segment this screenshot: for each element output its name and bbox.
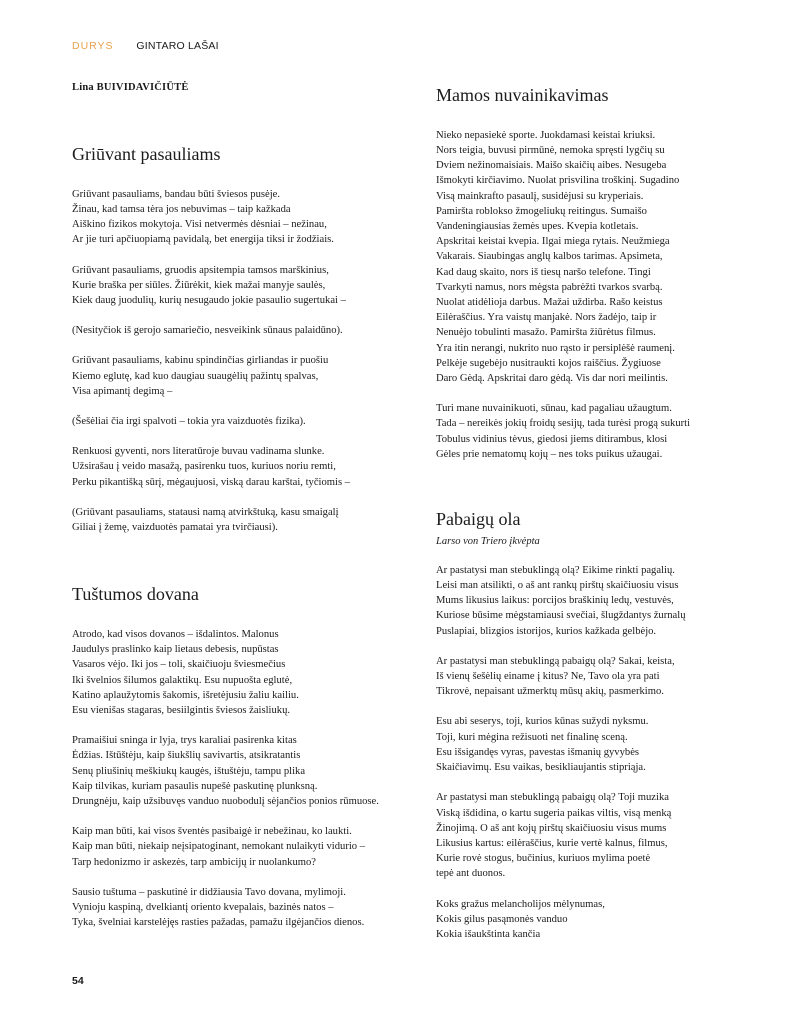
stanza: (Griūvant pasauliams, statausi namą atvirkštuką, kasu smaigalį Giliai į žemę, vaizduotės pamatai yra tvirčiausi). <box>72 506 339 534</box>
stanza: Esu abi seserys, toji, kurios kūnas sužydi nyksmu. Toji, kuri mėgina režisuoti net finalinę sceną. Esu išsigandęs vyras, pavestas išmanių gyvybės Skaičiavimų. Esu vaikas, besikliaujantis stipriąja. <box>436 716 649 774</box>
right-column <box>436 82 741 942</box>
stanza: Ar pastatysi man stebuklingą pabaigų olą? Toji muzika Viską išdidina, o kartu sugeria paikas viltis, visą menką Žinojimą. O aš ant kojų pirštų skaičiuosiu visus mums Likusius kartus: eilėraščius, kurie vertė kalnus, filmus, Kurie rovė stogus, bučinius, kuriuos mylima poetė tepė ant duonos. <box>436 792 672 880</box>
stanza: Pramaišiui sninga ir lyja, trys karaliai pasirenka kitas Ėdžias. Ištūštėju, kaip šiukšlių savivartis, atsikratantis Senų pliušinių meškiukų kaugės, ištuštėju, tampu plika Kaip tilvikas, kuriam pasaulis nupešė paskutinę plunksną. Drungnėju, kaip užsibuvęs vanduo nuobodulį sėjančios ponios rūmuose. <box>72 735 379 808</box>
page-number: 54 <box>72 975 84 987</box>
poem-pabaigu-ola <box>436 510 741 942</box>
stanza: Turi mane nuvainikuoti, sūnau, kad pagaliau užaugtum. Tada – nereikės jokių froidų sesijų, tada turėsi progą sukurti Tobulus vidinius tėvus, giedosi jiems ditirambus, klosi Gėles prie nematomų kojų – nes toks puikus užaugai. <box>436 403 691 460</box>
stanza: (Nesityčiok iš gerojo samariečio, nesveikink sūnaus palaidūno). <box>72 325 343 337</box>
stanza: Sausio tuštuma – paskutinė ir didžiausia Tavo dovana, mylimoji. Vynioju kaspiną, dvelkiantį oriento kvepalais, bazinės natos – Tyka, švelniai karstelėjęs rasties pažadas, pamažu ilgėjančios dienos. <box>72 886 365 929</box>
stanza: Kaip man būti, kai visos šventės pasibaigė ir nebežinau, ko laukti. Kaip man būti, niekaip neįsipatoginant, nemokant nulaikyti vidurio – Tarp hedonizmo ir askezės, tarp ambicijų ir nuolankumo? <box>72 826 366 868</box>
poem-dedication: Larso von Triero įkvėpta <box>436 535 540 547</box>
stanza: Nieko nepasiekė sporte. Juokdamasi keistai kriuksi. Nors teigia, buvusi pirmūnė, nemoka spręsti lygčių su Dviem nežinomaisiais. Maišo skaičių aibes. Nesugeba Išmokyti kirčiavimo. Nuolat prisvilina troškinį. Sugadino Visą mainkrafto pasaulį, susidėjusi su kryperiais. Pamiršta roblokso žmogeliukų reitingus. Sumaišo Vandeningiausias žemės upes. Kvepia kotletais. Apskritai keistai kvepia. Ilgai miega rytais. Neužmiega Vakarais. Siaubingas anglų kalbos tarimas. Apsimeta, Kad daug skaito, nors iš tiesų naršo telefone. Tingi Tvarkyti namus, nors mėgsta pabrėžti tvarkos svarbą. Nuolat atidėlioja darbus. Mažai uždirba. Rašo keistus Eilėraščius. Yra vaistų manjakė. Nors žadėjo, taip ir Nenuėjo tobulinti masažo. Pamiršta žiūrėtus filmus. Yra itin nerangi, nukrito nuo rąsto ir persiplėšė raumenį. Pelkėje sugebėjo nusitraukti kojos raiščius. Žygiuose Daro Gėdą. Apskritai daro gėdą. Vis dar nori meilintis. <box>436 129 680 385</box>
stanza: Griūvant pasauliams, bandau būti šviesos pusėje. Žinau, kad tamsa tėra jos nebuvimas – taip kažkada Aiškino fizikos mokytoja. Visi netvermės dėsniai – nežinau, Ar jie turi apčiuopiamą pavidalą, bet energija tiksi ir žodžiais. <box>72 188 334 246</box>
poem-mamos-nuvainikavimas <box>436 86 741 462</box>
stanza: Griūvant pasauliams, gruodis apsitempia tamsos marškinius, Kurie braška per siūles. Žiūrėkit, kiek mažai manyje saulės, Kiek daug juodulių, kurių nesugaudo jokie pasaulio sugertukai – <box>72 264 346 307</box>
poem-title: Pabaigų ola <box>436 509 521 530</box>
stanza: Griūvant pasauliams, kabinu spindinčias girliandas ir puošiu Kiemo eglutę, kad kuo daugiau suaugėlių pažintų spalvas, Visa apimantį degimą – <box>72 355 329 397</box>
poem-title: Griūvant pasauliams <box>72 144 221 164</box>
poem-title: Tuštumos dovana <box>72 584 199 605</box>
left-column <box>72 82 417 931</box>
stanza: Ar pastatysi man stebuklingą olą? Eikime rinkti pagalių. Leisi man atsilikti, o aš ant rankų pirštų skaičiuosiu visus Mums likusius laikus: porcijos braškinių ledų, vestuvės, Kuriose būsime mėgstamiausi svečiai, šlugždantys žurnalų Puslapiai, blizgios istorijos, kurios kažkada gelbėjo. <box>436 564 686 637</box>
author-name: Lina BUIVIDAVIČIŪTĖ <box>72 82 189 93</box>
issue-section: GINTARO LAŠAI <box>136 40 219 52</box>
poem-griuvant-pasauliams <box>72 145 417 535</box>
stanza: Ar pastatysi man stebuklingą pabaigų olą? Sakai, keista, Iš vienų šešėlių einame į kitus? Ne, Tavo ola yra pati Tikrovė, nepaisant užmerktų mūsų akių, pasmerkimo. <box>436 655 675 698</box>
poem-title: Mamos nuvainikavimas <box>436 85 609 105</box>
magazine-name: DURYS <box>72 40 114 52</box>
stanza: Renkuosi gyventi, nors literatūroje buvau vadinama slunke. Užsirašau į veido masažą, pasirenku tuos, kuriuos noriu remti, Perku pikantišką sūrį, mėgaujuosi, viską darau karštai, tyčiomis – <box>72 446 351 488</box>
stanza: (Šešėliai čia irgi spalvoti – tokia yra vaizduotės fizika). <box>72 416 306 428</box>
stanza: Atrodo, kad visos dovanos – išdalintos. Malonus Jaudulys praslinko kaip lietaus debesis, nupūstas Vasaros vėjo. Iki jos – toli, skaičiuoju šviesmečius Iki švelnios šilumos galaktikų. Esu nupuošta eglutė, Katino aplaužytomis šakomis, išretėjusiu žaliu kailiu. Esu vienišas stagaras, besiilgintis šviesos žaisliukų. <box>72 629 299 717</box>
stanza: Koks gražus melancholijos mėlynumas, Kokis gilus pasąmonės vanduo Kokia išaukštinta kančia <box>436 898 605 940</box>
poem-tustumos-dovana <box>72 585 417 930</box>
running-header <box>72 40 219 52</box>
